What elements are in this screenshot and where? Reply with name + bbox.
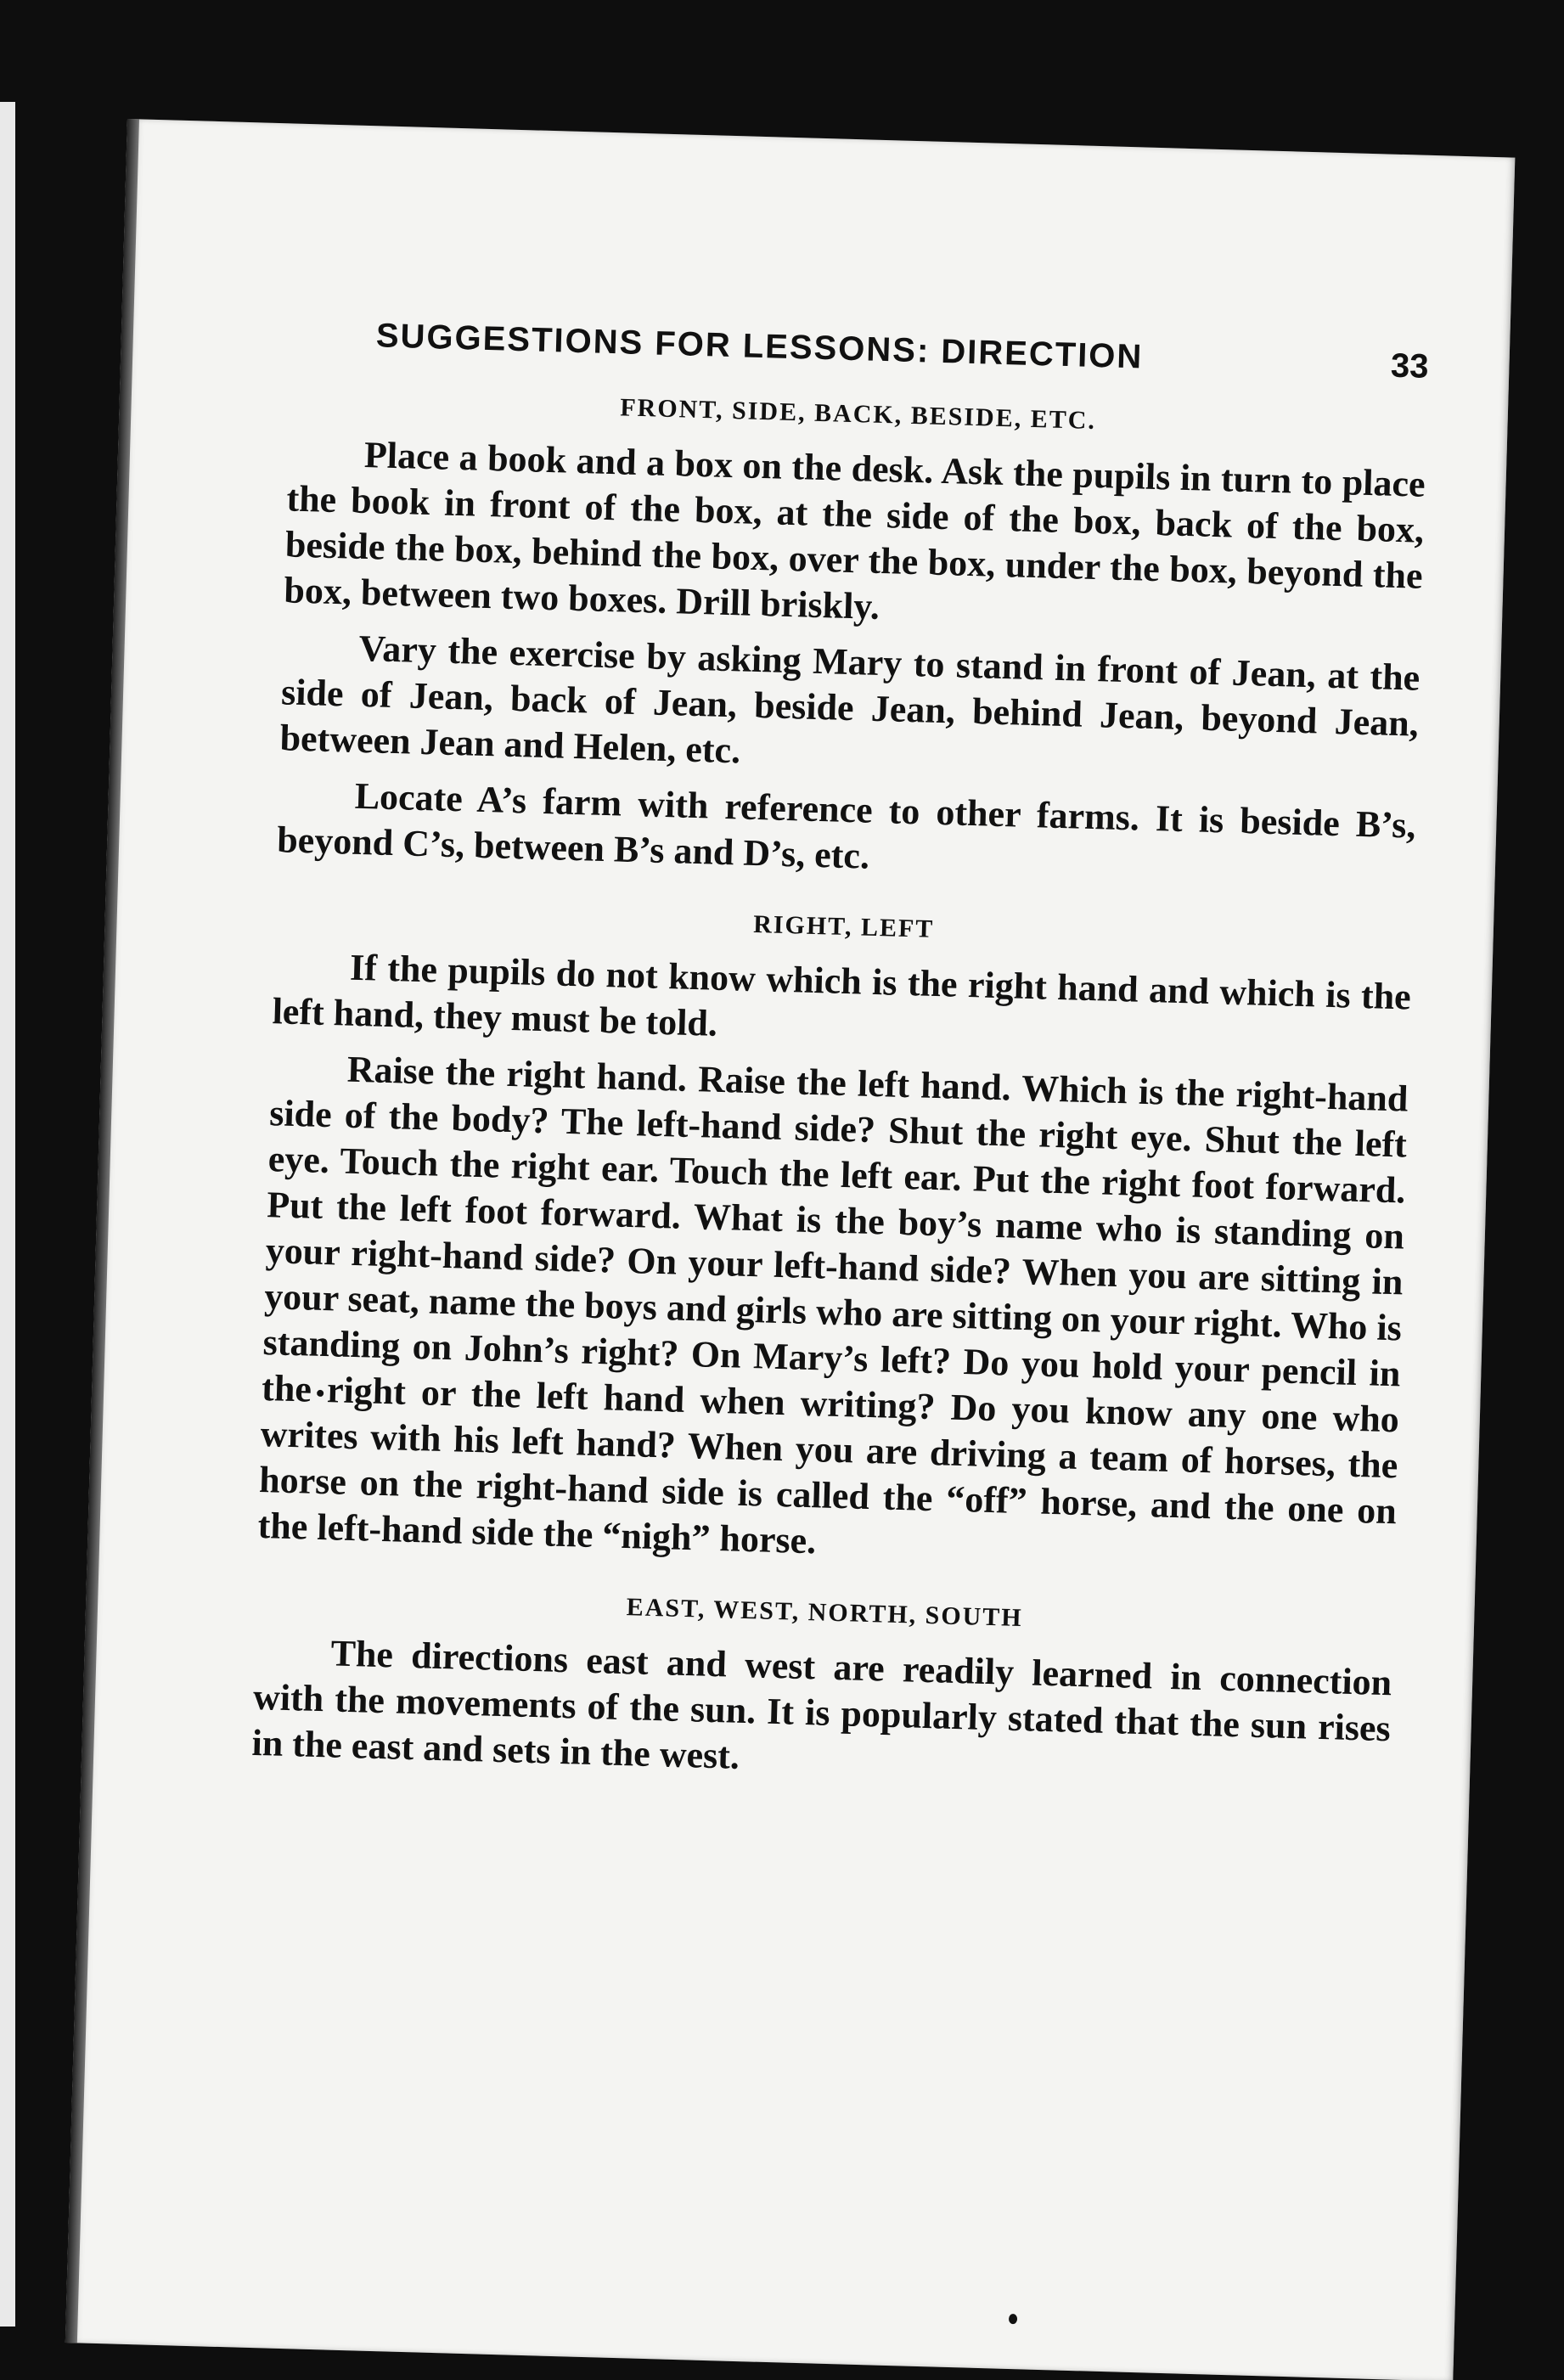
section-heading: FRONT, SIDE, BACK, BESIDE, ETC.: [619, 393, 1097, 435]
page-number: 33: [1390, 346, 1430, 385]
paragraph: The directions east and west are readily learned in connection with the movements of the sun. It is popularly stated that the sun rises in the east and sets in the west.: [250, 1632, 1392, 1777]
paragraph: Raise the right hand. Raise the left hand. Which is the right-hand side of the body? The left-hand side? Shut the right eye. Shut the left eye. Touch the right ear. Touch the left ear. Put the right foot forward. Put the left foot forward. What is the boy’s name who is standing on your right-hand side? On your left-hand side? When you are sitting in your seat, name the boys and girls who are sitting on your right. Who is standing on John’s right? On Mary’s left? Do you hold your pencil in the right or the left hand when writing? Do you know any one who writes with his left hand? When you are driving a team of horses, the horse on the right-hand side is called the “off” horse, and the one on the left-hand side the “nigh” horse.: [257, 1048, 1409, 1562]
ink-speck: [1009, 2314, 1017, 2324]
running-head-title: SUGGESTIONS FOR LESSONS: DIRECTION: [375, 317, 1144, 376]
facing-page-edge: [0, 102, 15, 2327]
paragraph: Locate A’s farm with reference to other farms. It is beside B’s, beyond C’s, between B’s and D’s, etc.: [276, 774, 1417, 877]
paragraph: Vary the exercise by asking Mary to stand in front of Jean, at the side of Jean, back of Jean, beside Jean, behind Jean, beyond Jean, between Jean and Helen, etc.: [279, 627, 1421, 772]
section-front-side-back: [277, 384, 1427, 894]
section-east-west: [251, 1583, 1394, 1798]
book-page: [65, 119, 1516, 2380]
section-right-left: [257, 897, 1413, 1580]
paragraph: If the pupils do not know which is the right hand and which is the left hand, they must be told.: [272, 946, 1412, 1044]
paragraph: Place a book and a box on the desk. Ask the pupils in turn to place the book in front of the box, at the side of the box, back of the box, beside the box, behind the box, over the box, under the box, beyond the box, between two boxes. Drill briskly.: [283, 433, 1426, 627]
running-head: [290, 314, 1429, 397]
section-heading: RIGHT, LEFT: [752, 909, 935, 943]
section-heading: EAST, WEST, NORTH, SOUTH: [626, 1593, 1024, 1633]
page-content: [250, 314, 1429, 1831]
page-gutter-shadow: [65, 119, 139, 2343]
